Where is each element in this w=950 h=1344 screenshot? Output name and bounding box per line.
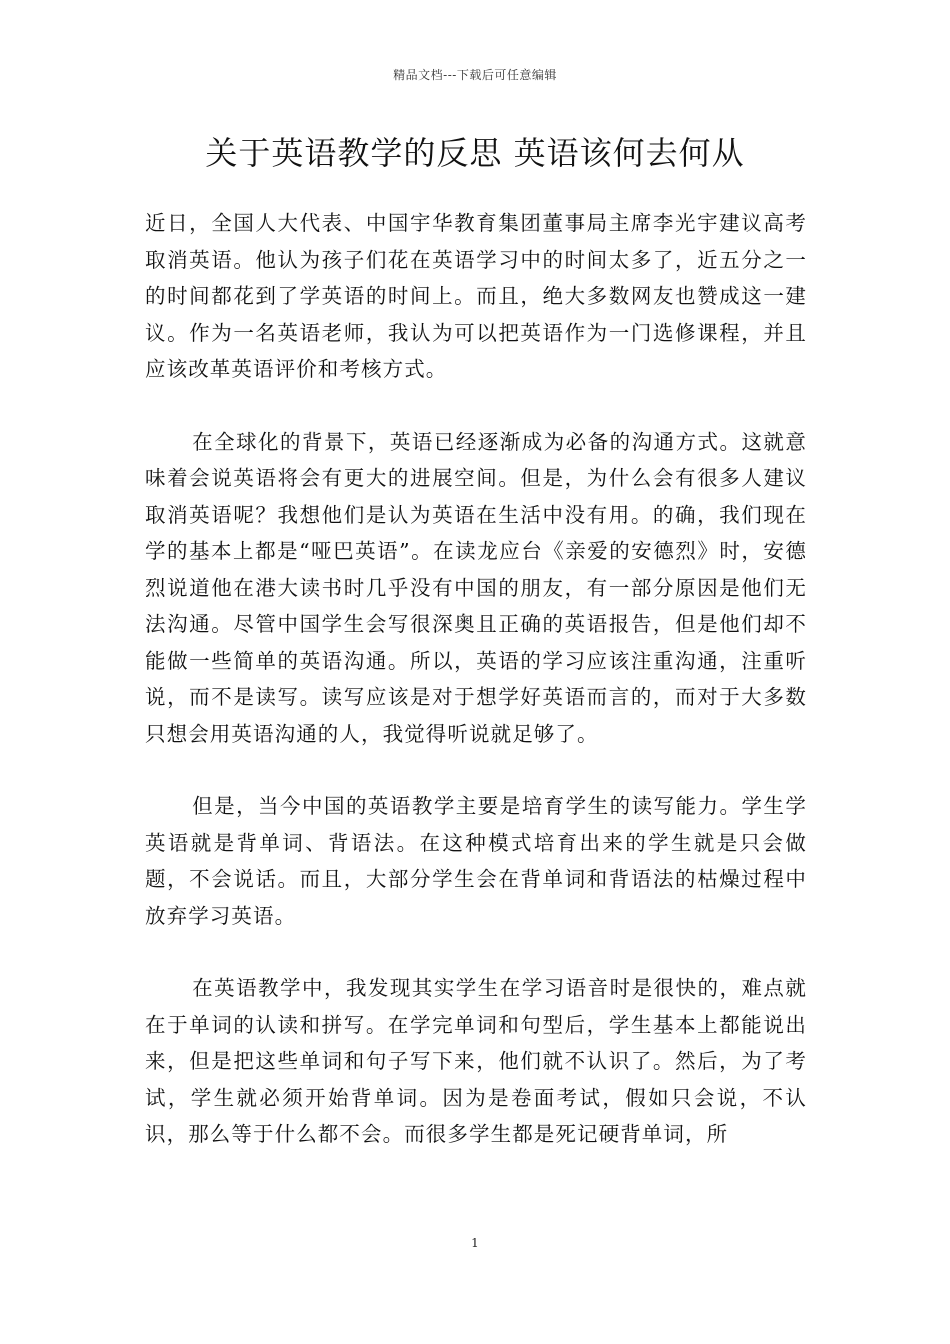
paragraph-2: 在全球化的背景下，英语已经逐渐成为必备的沟通方式。这就意味着会说英语将会有更大的进展空间。但是，为什么会有很多人建议取消英语呢？我想他们是认为英语在生活中没有用。的确，我们现在学的基本上都是“哑巴英语”。在读龙应台《亲爱的安德烈》时，安德烈说道他在港大读书时几乎没有中国的朋友，有一部分原因是他们无法沟通。尽管中国学生会写很深奥且正确的英语报告，但是他们却不能做一些简单的英语沟通。所以，英语的学习应该注重沟通，注重听说，而不是读写。读写应该是对于想学好英语而言的，而对于大多数只想会用英语沟通的人，我觉得听说就足够了。 <box>145 429 807 746</box>
paragraph-1: 近日，全国人大代表、中国宇华教育集团董事局主席李光宇建议高考取消英语。他认为孩子们花在英语学习中的时间太多了，近五分之一的时间都花到了学英语的时间上。而且，绝大多数网友也赞成这一建议。作为一名英语老师，我认为可以把英语作为一门选修课程，并且应该改革英语评价和考核方式。 <box>145 211 807 381</box>
page-number: 1 <box>471 1236 479 1250</box>
document-body <box>145 205 807 1189</box>
header-note: 精品文档---下载后可任意编辑 <box>393 68 557 82</box>
document-title: 关于英语教学的反思 英语该何去何从 <box>205 134 745 172</box>
paragraph-3: 但是，当今中国的英语教学主要是培育学生的读写能力。学生学英语就是背单词、背语法。在这种模式培育出来的学生就是只会做题，不会说话。而且，大部分学生会在背单词和背语法的枯燥过程中放弃学习英语。 <box>145 794 807 928</box>
paragraph-4: 在英语教学中，我发现其实学生在学习语音时是很快的，难点就在于单词的认读和拼写。在学完单词和句型后，学生基本上都能说出来，但是把这些单词和句子写下来，他们就不认识了。然后，为了考试，学生就必须开始背单词。因为是卷面考试，假如只会说，不认识，那么等于什么都不会。而很多学生都是死记硬背单词，所 <box>145 976 807 1146</box>
